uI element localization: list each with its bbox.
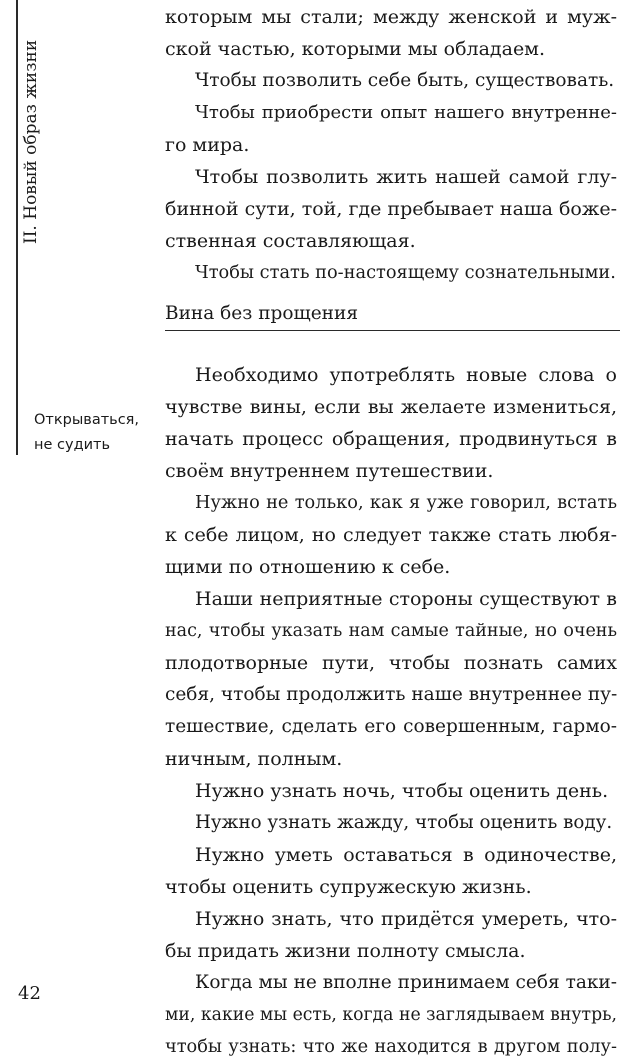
text-line: Необходимо употреблять новые слова о [195,364,617,386]
text-line: Чтобы стать по-настоящему сознательными. [195,263,616,283]
text-line: ничным, полным. [165,748,343,770]
text-line: нас, чтобы указать нам самые тайные, но очень [165,621,617,641]
text-line: бы придать жизни полноту смысла. [165,940,526,962]
margin-rule [16,0,18,455]
text-line: Нужно знать, что придётся умереть, что- [195,908,617,930]
text-line: Нужно уметь оставаться в одиночестве, [195,844,617,866]
text-line: тешествие, сделать его совершенным, гармо- [165,716,617,737]
text-line: Чтобы позволить жить нашей самой глу- [195,166,617,188]
text-line: Когда мы не вполне принимаем себя таки- [195,972,617,993]
text-line: Наши неприятные стороны существуют в [195,588,617,610]
text-line: себя, чтобы продолжить наше внутреннее пу- [165,684,618,705]
page-number: 42 [18,983,41,1004]
text-line: Нужно узнать жажду, чтобы оценить воду. [195,812,613,833]
text-line: начать процесс обращения, продвинуться в [165,428,617,450]
margin-note [34,408,156,458]
text-line: чувстве вины, если вы желаете измениться, [165,396,617,418]
text-line: бинной сути, той, где пребывает наша боже- [165,198,617,220]
section-heading-rule [165,298,620,331]
text-line: щими по отношению к себе. [165,556,451,578]
text-line: Чтобы позволить себе быть, существовать. [195,70,615,91]
text-line: Нужно узнать ночь, чтобы оценить день. [195,780,609,802]
text-line: чтобы оценить супружескую жизнь. [165,876,532,898]
section-heading: Вина без прощения [165,303,359,324]
text-line: Нужно не только, как я уже говорил, встать [195,493,617,513]
text-line: ственная составляющая. [165,230,416,252]
text-line: чтобы узнать: что же находится в другом полу- [165,1037,617,1057]
text-line: го мира. [165,134,250,156]
text-line: к себе лицом, но следует также стать любя- [165,524,617,546]
text-line: плодотворные пути, чтобы познать самих [165,652,617,674]
text-line: которым мы стали; между женской и муж- [165,6,617,28]
margin-note-line: Открываться, [34,412,139,428]
text-line: Чтобы приобрести опыт нашего внутренне- [195,102,617,123]
text-line: своём внутреннем путешествии. [165,460,494,482]
text-line: ской частью, которыми мы обладаем. [165,38,545,60]
running-head: II. Новый образ жизни [21,39,41,244]
margin-note-line: не судить [34,437,111,453]
text-block-body [165,359,617,1063]
text-line: ми, какие мы есть, когда не заглядываем внутрь, [165,1005,617,1025]
text-block-top [165,1,617,289]
